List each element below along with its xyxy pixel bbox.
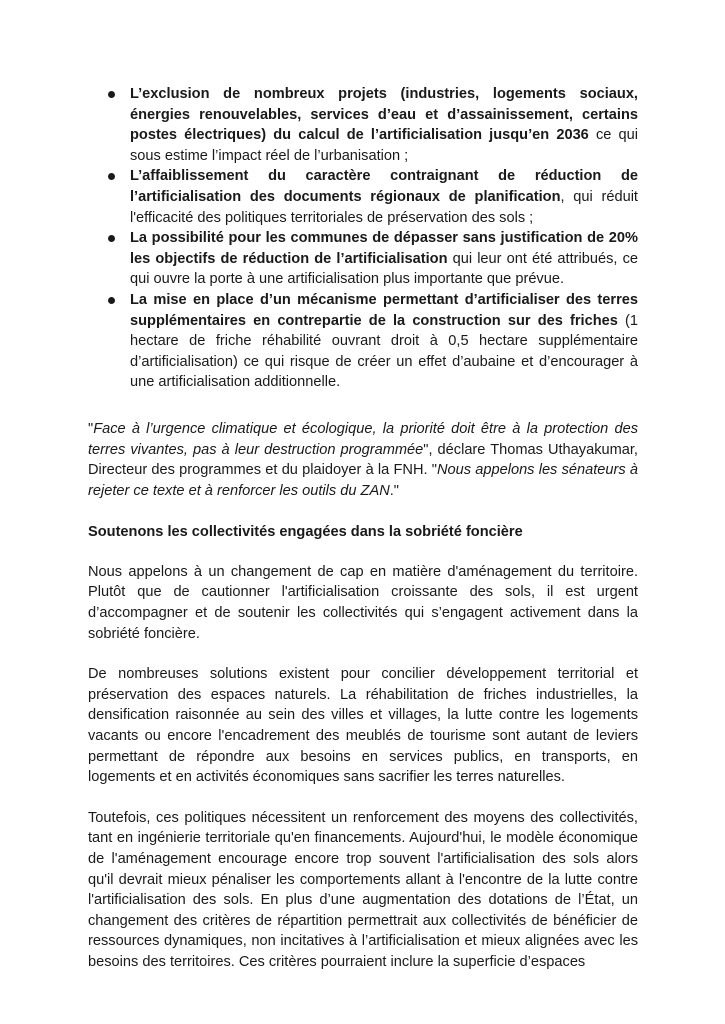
bullet-text: (1 hectare de friche réhabilité ouvrant droit à 0,5 hectare supplémentaire d’artificialisation) ce qui risque de créer un effet d’aubaine et d’encourager à une artificialisation additionnelle. (130, 312, 638, 391)
quote-italic-text: Nous appelons les sénateurs à rejeter ce texte et à renforcer les outils du ZAN (88, 462, 638, 499)
body-paragraph: Toutefois, ces politiques nécessitent un renforcement des moyens des collectivités, tant en ingénierie territoriale qu'en financements. Aujourd'hui, le modèle économique de l'aménagement encourage encore trop souvent l'artificialisation des sols alors qu'il devrait mieux pénaliser les comportements allant à l'encontre de la lutte contre l'artificialisation des sols. En plus d’une augmentation des dotations de l’État, un changement des critères de répartition permettrait aux collectivités de bénéficier de ressources dynamiques, non incitatives à l’artificialisation et mieux alignées avec les besoins des territoires. Ces critères pourraient inclure la superficie d’espaces (88, 809, 638, 970)
bullet-bold-text: La possibilité pour les communes de dépasser sans justification de 20% les objectifs de réduction de l’artificialisation (130, 230, 638, 267)
list-item (130, 166, 638, 228)
quote-attribution: ", déclare Thomas Uthayakumar, Directeur des programmes et du plaidoyer à la FNH. " (88, 441, 638, 479)
bullet-list (88, 84, 638, 393)
bullet-bold-text: L’affaiblissement du caractère contraignant de réduction de l’artificialisation des documents régionaux de planification (130, 168, 638, 205)
quote-paragraph (88, 419, 638, 501)
bullet-bold-text: La mise en place d’un mécanisme permettant d’artificialiser des terres supplémentaires en contrepartie de la construction sur des friches (130, 291, 638, 329)
document-page (88, 84, 638, 973)
bullet-dot-icon (108, 91, 115, 98)
section-heading: Soutenons les collectivités engagées dans la sobriété foncière (88, 524, 523, 541)
list-item (130, 290, 638, 393)
bullet-dot-icon (108, 297, 115, 304)
list-item (130, 84, 638, 166)
list-item (130, 228, 638, 290)
quote-close-mark: ." (389, 482, 399, 499)
bullet-text: qui leur ont été attribués, ce qui ouvre la porte à une artificialisation plus importante que prévue. (130, 250, 638, 288)
quote-open-mark: " (88, 420, 94, 437)
bullet-dot-icon (108, 235, 115, 242)
quote-italic-text: Face à l’urgence climatique et écologique, la priorité doit être à la protection des terres vivantes, pas à leur destruction programmée (88, 420, 638, 458)
bullet-bold-text: L’exclusion de nombreux projets (industries, logements sociaux, énergies renouvelables, services d’eau et d’assainissement, certains postes électriques) du calcul de l’artificialisation jusqu’en 2036 (130, 86, 638, 144)
body-paragraph: De nombreuses solutions existent pour concilier développement territorial et préservation des espaces naturels. La réhabilitation de friches industrielles, la densification raisonnée au sein des villes et villages, la lutte contre les logements vacants ou encore l'encadrement des meublés de tourisme sont autant de leviers permettant de répondre aux besoins en services publics, en transports, en logements et en activités économiques sans sacrifier les terres naturelles. (88, 666, 638, 786)
bullet-text: , qui réduit l'efficacité des politiques territoriales de préservation des sols ; (130, 188, 638, 226)
bullet-dot-icon (108, 173, 115, 180)
bullet-text: ce qui sous estime l’impact réel de l’urbanisation ; (130, 127, 638, 164)
body-paragraph: Nous appelons à un changement de cap en matière d'aménagement du territoire. Plutôt que de cautionner l'artificialisation croissante des sols, il est urgent d’accompagner et de soutenir les collectivités qui s’engagent activement dans la sobriété foncière. (88, 563, 638, 642)
